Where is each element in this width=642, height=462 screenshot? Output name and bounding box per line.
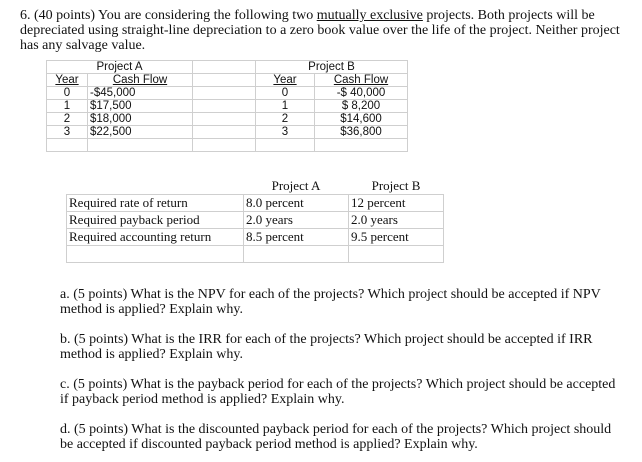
year-a: 3: [47, 126, 88, 139]
project-b-value: 12 percent: [349, 195, 444, 212]
question-a: a. (5 points) What is the NPV for each of the projects? Which project should be accepted if NPV method is applied? Explain why.: [60, 287, 601, 317]
requirement-label: Required accounting return: [67, 229, 244, 246]
intro-underlined: mutually exclusive: [316, 8, 423, 23]
problem-intro: [20, 8, 630, 53]
requirement-label: Required payback period: [67, 212, 244, 229]
project-a-value: 2.0 years: [244, 212, 349, 229]
flow-b: -$ 40,000: [315, 87, 408, 100]
flow-a: $18,000: [88, 113, 193, 126]
empty-cell: [193, 74, 256, 87]
table-row: [47, 87, 408, 100]
table-row: [47, 113, 408, 126]
header-project-a: Project A: [271, 178, 321, 193]
project-a-value: 8.0 percent: [244, 195, 349, 212]
flow-a: $22,500: [88, 126, 193, 139]
table-row: [67, 195, 444, 212]
empty-row: [47, 139, 408, 152]
col-cash-flow-b: Cash Flow: [333, 74, 389, 86]
cash-flow-table: [46, 60, 408, 152]
year-b: 1: [256, 100, 315, 113]
requirement-label: Required rate of return: [67, 195, 244, 212]
year-a: 2: [47, 113, 88, 126]
empty-cell: [67, 178, 244, 195]
empty-row: [67, 246, 444, 263]
project-b-label: Project B: [256, 61, 408, 74]
flow-b: $ 8,200: [315, 100, 408, 113]
empty-cell: [193, 87, 256, 100]
requirements-table: [66, 178, 444, 263]
project-a-value: 8.5 percent: [244, 229, 349, 246]
table-row: [47, 126, 408, 139]
year-a: 0: [47, 87, 88, 100]
question-d: d. (5 points) What is the discounted payback period for each of the projects? Which project should be accepted if discounted payback period method is applied? Explain why.: [60, 422, 612, 452]
col-year-a: Year: [55, 74, 79, 86]
table-row: [67, 212, 444, 229]
requirements-header-row: [67, 178, 444, 195]
year-b: 3: [256, 126, 315, 139]
col-cash-flow-a: Cash Flow: [112, 74, 168, 86]
flow-b: $36,800: [315, 126, 408, 139]
empty-cell: [193, 126, 256, 139]
flow-b: $14,600: [315, 113, 408, 126]
flow-a: $17,500: [88, 100, 193, 113]
intro-prefix: 6. (40 points) You are considering the following two: [20, 8, 317, 23]
intro-suffix: projects. Both projects will be depreciated using straight-line depreciation to a zero book value over the life of the project. Neither project has any salvage value.: [20, 8, 620, 53]
year-a: 1: [47, 100, 88, 113]
empty-cell: [193, 100, 256, 113]
table-row: [47, 100, 408, 113]
year-b: 2: [256, 113, 315, 126]
col-year-b: Year: [273, 74, 297, 86]
project-b-value: 9.5 percent: [349, 229, 444, 246]
year-b: 0: [256, 87, 315, 100]
project-header-row: [47, 61, 408, 74]
header-project-b: Project B: [371, 178, 421, 193]
empty-cell: [193, 61, 256, 74]
project-b-value: 2.0 years: [349, 212, 444, 229]
question-c: c. (5 points) What is the payback period for each of the projects? Which project should be accepted if payback period method is applied? Explain why.: [60, 377, 616, 407]
flow-a: -$45,000: [88, 87, 193, 100]
column-header-row: [47, 74, 408, 87]
question-b: b. (5 points) What is the IRR for each of the projects? Which project should be accepted if IRR method is applied? Explain why.: [60, 332, 593, 362]
table-row: [67, 229, 444, 246]
project-a-label: Project A: [47, 61, 193, 74]
empty-cell: [193, 113, 256, 126]
